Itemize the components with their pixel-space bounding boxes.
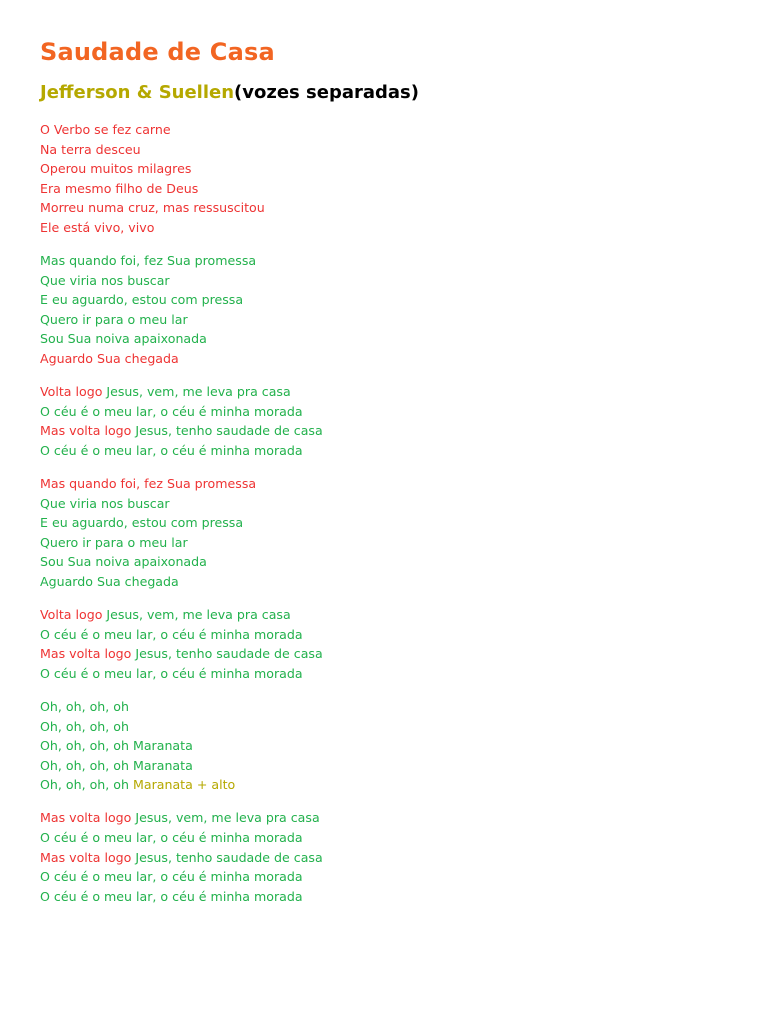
lyric-segment: Oh, oh, oh, oh xyxy=(40,698,129,714)
lyric-segment: Jesus, tenho saudade de casa xyxy=(135,646,323,662)
lyric-segment: Aguardo Sua chegada xyxy=(40,573,179,589)
lyric-segment: Jesus, vem, me leva pra casa xyxy=(106,607,291,623)
lyric-line xyxy=(40,120,730,140)
lyric-line xyxy=(40,808,730,828)
lyric-segment: O céu é o meu lar, o céu é minha morada xyxy=(40,869,303,885)
lyric-segment: Jesus, tenho saudade de casa xyxy=(135,423,323,439)
lyric-segment: Aguardo Sua chegada xyxy=(40,351,179,367)
lyric-segment: Oh, oh, oh, oh xyxy=(40,777,133,793)
lyric-segment: Volta logo xyxy=(40,607,107,623)
lyric-line xyxy=(40,329,730,349)
lyric-segment: Mas quando foi, fez Sua promessa xyxy=(40,476,257,491)
lyric-segment: O céu é o meu lar, o céu é minha morada xyxy=(40,888,303,904)
lyric-line xyxy=(40,382,730,402)
lyric-segment: Oh, oh, oh, oh xyxy=(40,718,129,734)
lyric-line xyxy=(40,349,730,369)
lyric-line xyxy=(40,828,730,848)
lyric-line xyxy=(40,179,730,199)
lyric-line xyxy=(40,605,730,625)
lyric-line xyxy=(40,664,730,684)
lyric-line xyxy=(40,271,730,291)
lyric-segment: Volta logo xyxy=(40,384,107,400)
lyric-segment: Jesus, vem, me leva pra casa xyxy=(135,810,320,826)
lyric-line xyxy=(40,572,730,592)
lyric-segment: O céu é o meu lar, o céu é minha morada xyxy=(40,403,303,419)
lyric-segment: O céu é o meu lar, o céu é minha morada xyxy=(40,442,303,458)
lyric-line xyxy=(40,717,730,737)
lyric-segment: Sou Sua noiva apaixonada xyxy=(40,554,207,570)
lyric-segment: Jesus, vem, me leva pra casa xyxy=(106,384,291,400)
lyric-segment: Mas volta logo xyxy=(40,849,136,865)
lyric-line xyxy=(40,756,730,776)
lyric-segment: Sou Sua noiva apaixonada xyxy=(40,331,207,347)
lyric-line xyxy=(40,218,730,238)
lyric-segment: Operou muitos milagres xyxy=(40,161,192,177)
lyric-line xyxy=(40,159,730,179)
lyric-line xyxy=(40,867,730,887)
lyric-line xyxy=(40,513,730,533)
lyric-line xyxy=(40,421,730,441)
lyric-segment: Jesus, tenho saudade de casa xyxy=(135,849,323,865)
lyric-segment: Quero ir para o meu lar xyxy=(40,534,188,550)
stanza xyxy=(40,605,730,683)
lyric-line xyxy=(40,736,730,756)
lyric-segment: Oh, oh, oh, oh Maranata xyxy=(40,757,193,773)
stanza xyxy=(40,474,730,592)
artist-name: Jefferson & Suellen xyxy=(40,82,235,103)
lyric-segment: O Verbo se fez carne xyxy=(40,122,171,137)
lyric-segment: Na terra desceu xyxy=(40,141,141,157)
lyric-line xyxy=(40,310,730,330)
stanza xyxy=(40,697,730,795)
lyric-line xyxy=(40,887,730,907)
lyric-segment: Mas quando foi, fez Sua promessa xyxy=(40,253,257,269)
lyric-segment: Morreu numa cruz, mas ressuscitou xyxy=(40,200,265,216)
lyric-line xyxy=(40,198,730,218)
lyric-line xyxy=(40,775,730,795)
stanza xyxy=(40,120,730,238)
lyric-segment: Que viria nos buscar xyxy=(40,272,170,288)
lyric-line xyxy=(40,140,730,160)
lyric-segment: Mas volta logo xyxy=(40,646,136,662)
lyric-line xyxy=(40,402,730,422)
lyric-segment: Quero ir para o meu lar xyxy=(40,311,188,327)
song-subtitle xyxy=(40,80,730,106)
lyric-line xyxy=(40,251,730,271)
lyric-line xyxy=(40,290,730,310)
lyric-line xyxy=(40,848,730,868)
stanza xyxy=(40,382,730,460)
lyric-line xyxy=(40,494,730,514)
lyric-segment: Mas volta logo xyxy=(40,810,136,826)
lyric-line xyxy=(40,697,730,717)
song-title: Saudade de Casa xyxy=(40,38,275,66)
lyric-line xyxy=(40,644,730,664)
lyrics-body xyxy=(40,120,730,906)
stanza xyxy=(40,251,730,369)
lyric-line xyxy=(40,474,730,494)
lyrics-page xyxy=(40,36,730,920)
lyric-segment: Era mesmo filho de Deus xyxy=(40,180,199,196)
lyric-segment: Que viria nos buscar xyxy=(40,495,170,511)
lyric-segment: E eu aguardo, estou com pressa xyxy=(40,515,244,531)
lyric-segment: O céu é o meu lar, o céu é minha morada xyxy=(40,665,303,681)
lyric-line xyxy=(40,441,730,461)
lyric-line xyxy=(40,533,730,553)
lyric-segment: Mas volta logo xyxy=(40,423,136,439)
stanza xyxy=(40,808,730,906)
version-note: (vozes separadas) xyxy=(234,82,419,103)
lyric-segment: O céu é o meu lar, o céu é minha morada xyxy=(40,830,303,845)
lyric-line xyxy=(40,552,730,572)
lyric-segment: Maranata + alto xyxy=(132,777,236,793)
lyric-segment: E eu aguardo, estou com pressa xyxy=(40,292,244,308)
lyric-line xyxy=(40,625,730,645)
lyric-segment: O céu é o meu lar, o céu é minha morada xyxy=(40,626,303,642)
lyric-segment: Ele está vivo, vivo xyxy=(40,219,155,235)
lyric-segment: Oh, oh, oh, oh Maranata xyxy=(40,738,193,754)
